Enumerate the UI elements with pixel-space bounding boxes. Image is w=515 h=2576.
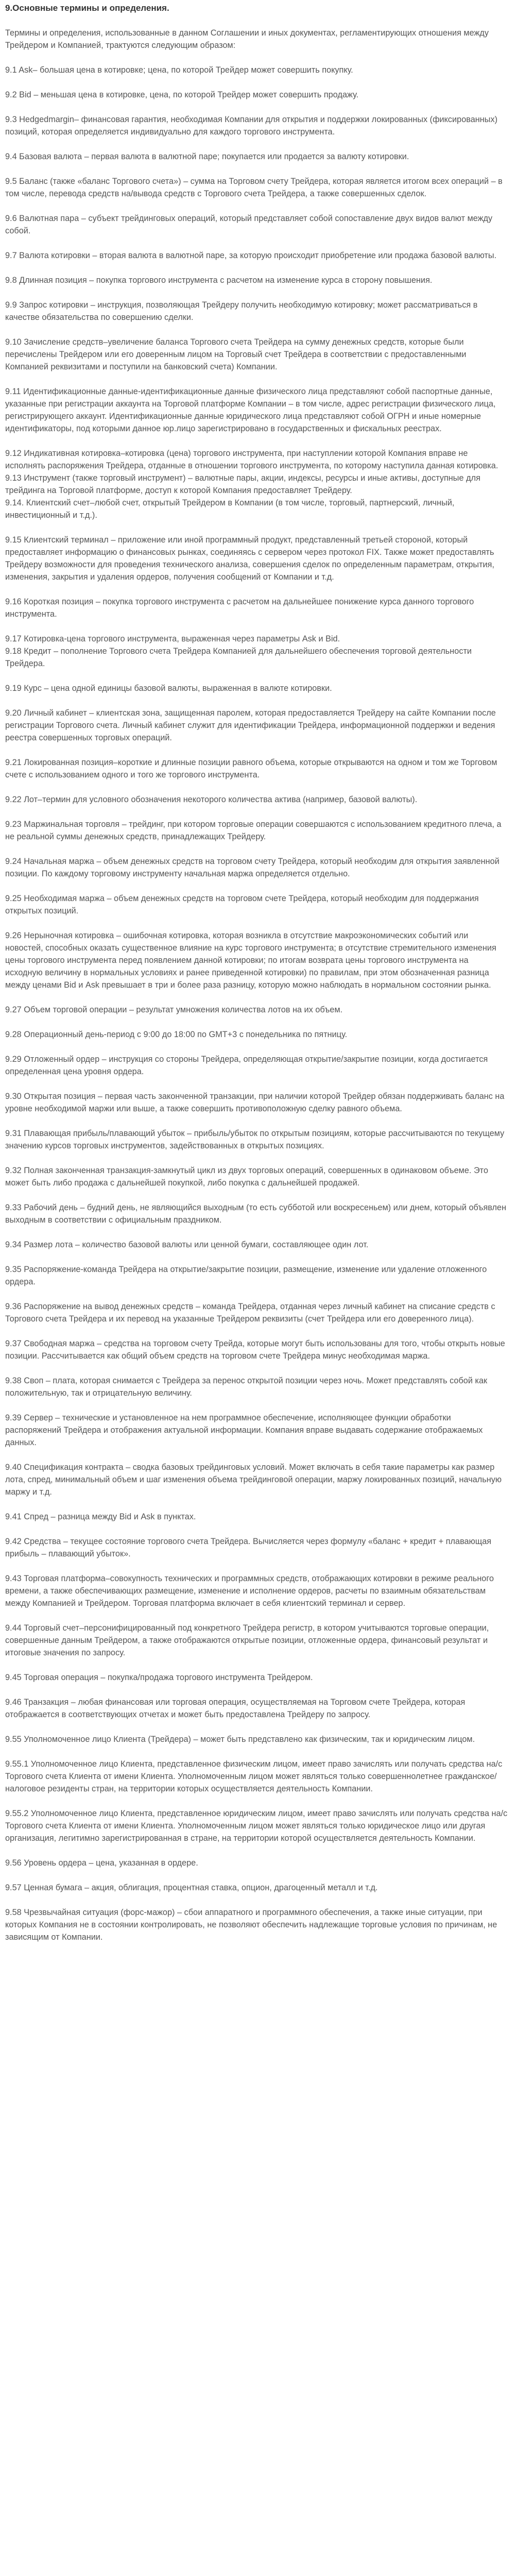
paragraph: 9.36 Распоряжение на вывод денежных средств – команда Трейдера, отданная через личный кабинет на списание средств с Торгового счета Трейдера и их перевод на указанные Трейдером реквизиты (счет Трейдера или его доверенного лица).	[5, 1302, 495, 1324]
paragraph: 9.10 Зачисление средств–увеличение баланса Торгового счета Трейдера на сумму денежных средств, которые были перечислены Трейдером или его доверенным лицом на Торговый счет Трейдера в соответствии с предоставленными Компанией реквизитами и поступили на банковский счета) Компании.	[5, 337, 467, 371]
paragraph-list	[5, 27, 508, 1943]
paragraph: 9.9 Запрос котировки – инструкция, позволяющая Трейдеру получить необходимую котировку; может рассматриваться в качестве обязательства по совершению сделки.	[5, 300, 478, 322]
paragraph: 9.24 Начальная маржа – объем денежных средств на торговом счету Трейдера, который необходим для открытия заявленной позиции. По каждому торговому инструменту начальная маржа определяется отдельно.	[5, 857, 500, 878]
paragraph: 9.25 Необходимая маржа – объем денежных средств на торговом счете Трейдера, который необходим для поддержания открытых позиций.	[5, 894, 479, 916]
paragraph: 9.38 Своп – плата, которая снимается с Трейдера за перенос открытой позиции через ночь. Может представлять собой как положительную, так и отрицательную величину.	[5, 1376, 488, 1398]
paragraph: 9.58 Чрезвычайная ситуация (форс-мажор) – сбои аппаратного и программного обеспечения, а также иные ситуации, при которых Компания не в состоянии контролировать, не позволяют обеспечить надлежащие торговые условия по причинам, не зависящим от Компании.	[5, 1908, 497, 1942]
paragraph: 9.30 Открытая позиция – первая часть законченной транзакции, при наличии которой Трейдер обязан поддерживать баланс на уровне необходимой маржи или выше, а также совершить противоположную сделку равного объема.	[5, 1092, 505, 1113]
paragraph: Термины и определения, использованные в данном Соглашении и иных документах, регламентирующих отношения между Трейдером и Компанией, трактуются следующим образом:	[5, 28, 489, 50]
paragraph: 9.19 Курс – цена одной единицы базовой валюты, выраженная в валюте котировки.	[5, 684, 332, 693]
paragraph: 9.2 Bid – меньшая цена в котировке, цена, по которой Трейдер может совершить продажу.	[5, 90, 358, 99]
paragraph: 9.17 Котировка-цена торгового инструмента, выраженная через параметры Ask и Bid.	[5, 634, 340, 643]
paragraph: 9.39 Сервер – технические и установленное на нем программное обеспечение, исполняющее функции обработки распоряжений Трейдера и отображения актуальной информации. Компания вправе выдавать содержание отображаемых данных.	[5, 1413, 483, 1447]
paragraph: 9.43 Торговая платформа–совокупность технических и программных средств, отображающих котировки в режиме реального времени, а также обеспечивающих размещение, изменение и исполнение ордеров, расчеты по взаимным обязательствам между Компанией и Трейдером. Торговая платформа включает в себя клиентский терминал и сервер.	[5, 1574, 494, 1608]
paragraph: 9.40 Спецификация контракта – сводка базовых трейдинговых условий. Может включать в себя такие параметры как размер лота, спред, минимальный объем и шаг изменения объема трейдинговой операции, маржу локированных позиций, начальную маржу и т.д.	[5, 1463, 502, 1497]
paragraph: 9.23 Маржинальная торговля – трейдинг, при котором торговые операции совершаются с использованием кредитного плеча, а не реальной суммы денежных средств, принадлежащих Трейдеру.	[5, 820, 502, 841]
paragraph: 9.44 Торговый счет–персонифицированный под конкретного Трейдера регистр, в котором учитываются торговые операции, совершенные данным Трейдером, а также отображаются открытые позиции, отложенные ордера, финансовый результат и итоговые значения по запросу.	[5, 1623, 489, 1657]
paragraph: 9.18 Кредит – пополнение Торгового счета Трейдера Компанией для дальнейшего обеспечения торговой деятельности Трейдера.	[5, 647, 472, 668]
paragraph: 9.57 Ценная бумага – акция, облигация, процентная ставка, опцион, драгоценный металл и т.д.	[5, 1883, 378, 1892]
section-title: 9.Основные термины и определения.	[5, 3, 169, 13]
paragraph: 9.11 Идентификационные данные-идентификационные данные физического лица представляют собой паспортные данные, указанные при регистрации аккаунта на Торговой платформе Компании – в том числе, адрес регистрации физического лица, регистрирующего аккаунт. Идентификационные данные юридического лица представляют собой ОГРН и иные номерные идентификаторы, под которыми данное юр.лицо зарегистрировано в государственных и фискальных реестрах.	[5, 387, 496, 433]
paragraph: 9.32 Полная законченная транзакция-замкнутый цикл из двух торговых операций, совершенных в одинаковом объеме. Это может быть либо продажа с дальнейшей покупкой, либо покупка с дальнейшей продажей.	[5, 1166, 488, 1188]
paragraph: 9.4 Базовая валюта – первая валюта в валютной паре; покупается или продается за валюту котировки.	[5, 152, 409, 161]
paragraph: 9.5 Баланс (также «баланс Торгового счета») – сумма на Торговом счету Трейдера, которая является итогом всех операций – в том числе, перевода средств на/вывода средств с Торгового счета Трейдера, а также совершенных сделок.	[5, 177, 503, 198]
paragraph: 9.55.2 Уполномоченное лицо Клиента, представленное юридическим лицом, имеет право зачислять или получать средства на/с Торгового счета Клиента от имени Клиента. Уполномоченным лицом может являться только юридическое лицо или другая организация, легитимно зарегистрированная в стране, на территории которой осуществляется деятельность Компании.	[5, 1809, 508, 1843]
paragraph: 9.15 Клиентский терминал – приложение или иной программный продукт, представленный третьей стороной, который предоставляет информацию о финансовых рынках, соединяясь с сервером через протокол FIX. Также может предоставлять Трейдеру возможности для проведения технического анализа, совершения сделок по определенным параметрам, открытия, изменения, закрытия и удаления ордеров, получения сообщений от Компании и т.д.	[5, 535, 494, 582]
paragraph: 9.55 Уполномоченное лицо Клиента (Трейдера) – может быть представлено как физическим, так и юридическим лицом.	[5, 1735, 475, 1744]
paragraph: 9.45 Торговая операция – покупка/продажа торгового инструмента Трейдером.	[5, 1673, 313, 1682]
paragraph: 9.7 Валюта котировки – вторая валюта в валютной паре, за которую происходит приобретение или продажа базовой валюты.	[5, 251, 496, 260]
paragraph: 9.20 Личный кабинет – клиентская зона, защищенная паролем, которая предоставляется Трейдеру на сайте Компании после регистрации Торгового счета. Личный кабинет служит для идентификации Трейдера, информационной поддержки и ведения реестра совершенных торговых операций.	[5, 708, 496, 742]
paragraph: 9.46 Транзакция – любая финансовая или торговая операция, осуществляемая на Торговом счете Трейдера, которая отображается в соответствующих отчетах и может быть предоставлена Трейдеру по запросу.	[5, 1698, 466, 1719]
paragraph: 9.14. Клиентский счет–любой счет, открытый Трейдером в Компании (в том числе, торговый, партнерский, личный, инвестиционный и т.д.).	[5, 498, 455, 520]
paragraph: 9.37 Свободная маржа – средства на торговом счету Трейда, которые могут быть использованы для того, чтобы открыть новые позиции. Рассчитывается как общий объем средств на торговом счете Трейдера минус необходимая маржа.	[5, 1339, 505, 1361]
paragraph: 9.29 Отложенный ордер – инструкция со стороны Трейдера, определяющая открытие/закрытие позиции, когда достигается определенная цена уровня ордера.	[5, 1055, 488, 1076]
paragraph: 9.42 Средства – текущее состояние торгового счета Трейдера. Вычисляется через формулу «баланс + кредит + плавающая прибыль – плавающий убыток».	[5, 1537, 491, 1558]
paragraph: 9.33 Рабочий день – будний день, не являющийся выходным (то есть субботой или воскресеньем) или днем, который объявлен выходным в соответствии с официальным праздником.	[5, 1203, 506, 1225]
paragraph: 9.35 Распоряжение-команда Трейдера на открытие/закрытие позиции, размещение, изменение или удаление отложенного ордера.	[5, 1265, 487, 1286]
paragraph: 9.13 Инструмент (также торговый инструмент) – валютные пары, акции, индексы, ресурсы и иные активы, доступные для трейдинга на Торговой платформе, доступ к которой Компания предоставляет Трейдеру.	[5, 473, 480, 495]
paragraph: 9.26 Нерыночная котировка – ошибочная котировка, которая возникла в отсутствие макроэкономических событий или новостей, способных оказать существенное влияние на курс торгового инструмента; в отсутствие стремительного изменения цены торгового инструмента перед появлением данной котировки; по итогам возврата цены торгового инструмента на исходную величину в нормальных условиях и ранее приведенной котировки) по правилам, при этом обозначенная разница между ценами Bid и Ask превышает в три и более раза разницу, которую можно наблюдать в нормальном состоянии рынка.	[5, 931, 496, 990]
paragraph: 9.12 Индикативная котировка–котировка (цена) торгового инструмента, при наступлении которой Компания вправе не исполнять распоряжения Трейдера, отданные в отношении торгового инструмента, по которому наступила данная котировка.	[5, 449, 499, 470]
paragraph: 9.31 Плавающая прибыль/плавающий убыток – прибыль/убыток по открытым позициям, которые рассчитываются по текущему значению курсов торговых инструментов, задействованных в открытых позициях.	[5, 1129, 505, 1150]
paragraph: 9.22 Лот–термин для условного обозначения некоторого количества актива (например, базовой валюты).	[5, 795, 418, 804]
paragraph: 9.56 Уровень ордера – цена, указанная в ордере.	[5, 1858, 198, 1868]
paragraph: 9.1 Ask– большая цена в котировке; цена, по которой Трейдер может совершить покупку.	[5, 65, 353, 75]
paragraph: 9.8 Длинная позиция – покупка торгового инструмента с расчетом на изменение курса в сторону повышения.	[5, 276, 433, 285]
paragraph: 9.28 Операционный день-период с 9:00 до 18:00 по GMT+3 с понедельника по пятницу.	[5, 1030, 347, 1039]
paragraph: 9.27 Объем торговой операции – результат умножения количества лотов на их объем.	[5, 1005, 343, 1014]
paragraph: 9.21 Локированная позиция–короткие и длинные позиции равного объема, которые открываются на одном и том же Торговом счете с использованием одного и того же торгового инструмента.	[5, 758, 497, 779]
paragraph: 9.34 Размер лота – количество базовой валюты или ценной бумаги, составляющее один лот.	[5, 1240, 369, 1249]
paragraph: 9.6 Валютная пара – субъект трейдинговых операций, который представляет собой сопоставление двух видов валют между собой.	[5, 214, 493, 235]
paragraph: 9.3 Hedgedmargin– финансовая гарантия, необходимая Компании для открытия и поддержки локированных (фиксированных) позиций, которая определяется индивидуально для каждого торгового инструмента.	[5, 115, 497, 137]
paragraph: 9.16 Короткая позиция – покупка торгового инструмента с расчетом на дальнейшее понижение курса данного торгового инструмента.	[5, 597, 474, 619]
paragraph: 9.55.1 Уполномоченное лицо Клиента, представленное физическим лицом, имеет право зачислять или получать средства на/с Торгового счета Клиента от имени Клиента. Уполномоченным лицом может являться только совершеннолетнее гражданское/налоговое резиденты стран, на территории которых осуществляется деятельность Компании.	[5, 1759, 503, 1793]
paragraph: 9.41 Спред – разница между Bid и Ask в пунктах.	[5, 1512, 196, 1521]
